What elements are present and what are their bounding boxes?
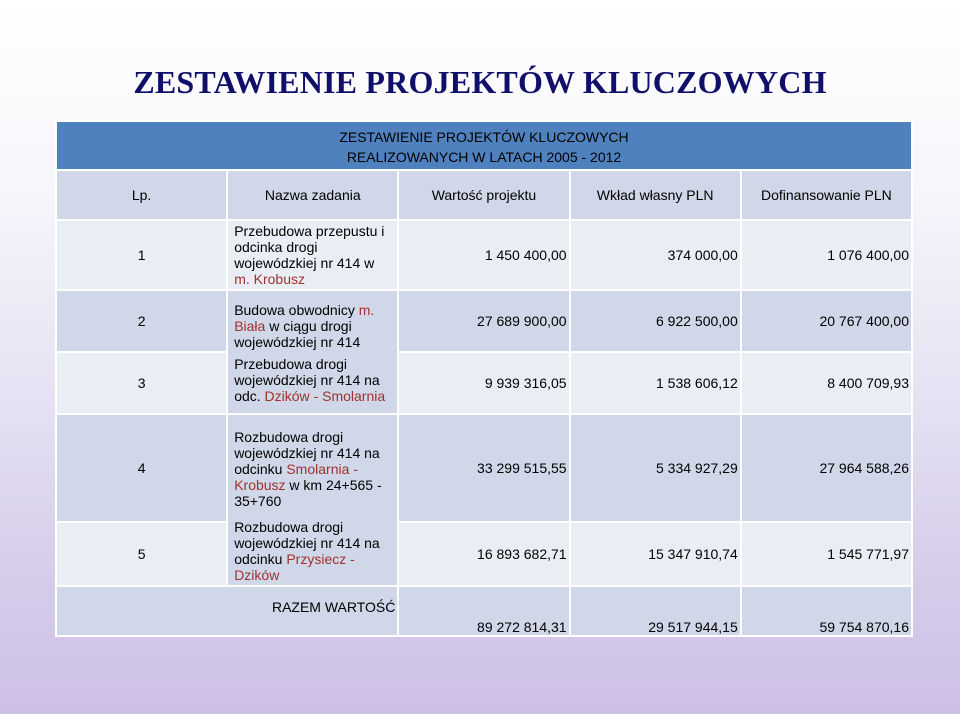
cell-funding: 27 964 588,26 [741,414,912,522]
column-header-value: Wartość projektu [398,170,569,220]
projects-table [55,120,913,637]
name-row-4 [234,429,391,509]
cell-total-label [56,586,398,636]
name-place: Dzików - Smolarnia [264,388,386,404]
cell-value: 27 689 900,00 [398,290,569,352]
cell-value: 1 450 400,00 [398,220,569,290]
cell-own: 6 922 500,00 [570,290,741,352]
cell-total-own: 29 517 944,15 [570,586,741,636]
name-text: Przebudowa przepustu i odcinka drogi wojewódzkiej nr 414 w [234,223,385,271]
name-row-3 [234,356,391,404]
name-place: m. Krobusz [234,271,305,287]
cell-own: 374 000,00 [570,220,741,290]
cell-value: 9 939 316,05 [398,352,569,414]
column-header-lp: Lp. [56,170,227,220]
cell-total-value: 89 272 814,31 [398,586,569,636]
cell-funding: 1 545 771,97 [741,522,912,587]
table-row [56,290,912,352]
name-row-2 [234,302,391,350]
name-text: Rozbudowa drogi wojewódzkiej nr 414 na odcinku [234,519,380,567]
slide-title: ZESTAWIENIE PROJEKTÓW KLUCZOWYCH [133,64,827,100]
total-label: RAZEM WARTOŚĆ [271,599,396,615]
cell-lp: 4 [56,414,227,522]
caption-line-2: REALIZOWANYCH W LATACH 2005 - 2012 [346,148,622,165]
name-text: Przebudowa drogi wojewódzkiej nr 414 na odc. [234,356,380,404]
cell-funding: 1 076 400,00 [741,220,912,290]
name-place: Przysiecz - Dzików [234,551,355,583]
cell-lp: 1 [56,220,227,290]
cell-name-merged [227,414,398,586]
cell-name-merged [227,290,398,414]
name-text-2: w km 24+565 - 35+760 [234,477,382,509]
name-text: Rozbudowa drogi wojewódzkiej nr 414 na odcinku [234,429,380,477]
cell-own: 1 538 606,12 [570,352,741,414]
name-text: Budowa obwodnicy [234,302,359,318]
cell-own: 5 334 927,29 [570,414,741,522]
caption-line-1: ZESTAWIENIE PROJEKTÓW KLUCZOWYCH [339,128,629,145]
cell-total-funding: 59 754 870,16 [741,586,912,636]
cell-lp: 5 [56,522,227,587]
table-row [56,220,912,290]
cell-lp: 2 [56,290,227,352]
name-text-2: w ciągu drogi wojewódzkiej nr 414 [234,318,361,350]
total-row [56,586,912,636]
cell-funding: 8 400 709,93 [741,352,912,414]
table-row [56,352,912,414]
cell-value: 33 299 515,55 [398,414,569,522]
table-row [56,522,912,587]
name-row-5 [234,519,391,583]
column-header-name: Nazwa zadania [227,170,398,220]
table-caption [56,121,912,170]
cell-lp: 3 [56,352,227,414]
table-row [56,414,912,522]
cell-own: 15 347 910,74 [570,522,741,587]
cell-funding: 20 767 400,00 [741,290,912,352]
column-header-own: Wkład własny PLN [570,170,741,220]
table-caption-row [56,121,912,170]
column-header-row [56,170,912,220]
column-header-funding: Dofinansowanie PLN [741,170,912,220]
name-place: m. Biała [234,302,375,334]
name-place: Smolarnia - Krobusz [234,461,358,493]
cell-name [227,220,398,290]
cell-value: 16 893 682,71 [398,522,569,587]
